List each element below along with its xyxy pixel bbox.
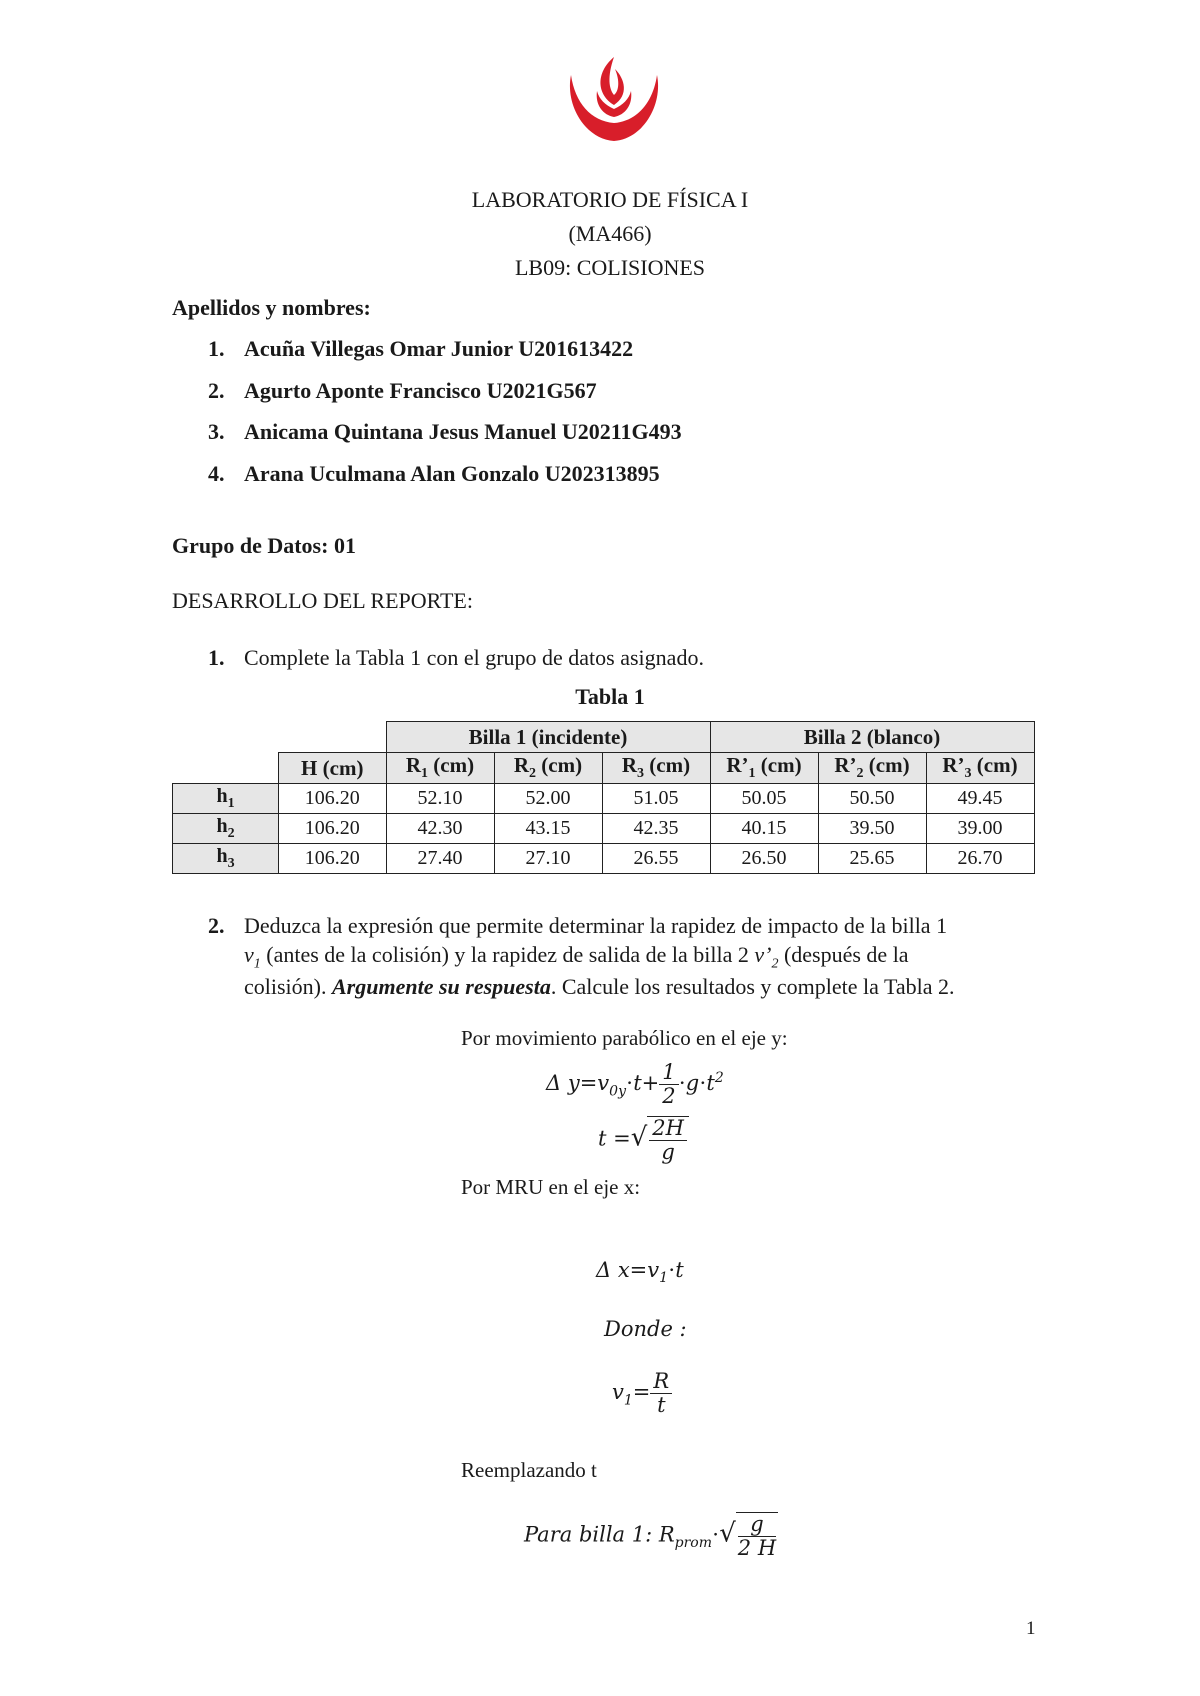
upc-logo <box>565 55 663 145</box>
data-table <box>172 721 1035 874</box>
author-item: 2. Agurto Aponte Francisco U2021G567 <box>208 378 597 403</box>
cell: 52.10 <box>386 784 494 814</box>
group-header-billa-1: Billa 1 (incidente) <box>386 722 710 753</box>
cell: 52.00 <box>494 784 602 814</box>
cell: 43.15 <box>494 814 602 844</box>
cell: 106.20 <box>279 784 387 814</box>
cell: 40.15 <box>710 814 818 844</box>
donde-text: Donde : <box>604 1317 687 1341</box>
cell: 39.00 <box>926 814 1034 844</box>
table-row <box>173 784 1035 814</box>
parabolic-text: Por movimiento parabólico en el eje y: <box>461 1026 788 1050</box>
document-title: LABORATORIO DE FÍSICA I <box>471 187 749 212</box>
table-row <box>173 814 1035 844</box>
col-header-rp1: $R’_1$ (cm) <box>710 753 818 784</box>
cell: 51.05 <box>602 784 710 814</box>
equation-time: t =√ $\frac{2H}{g}$ <box>598 1116 689 1164</box>
table-row <box>173 844 1035 874</box>
table-caption: Tabla 1 <box>575 684 645 709</box>
question-2: 2. Deduzca la expresión que permite determinar la rapidez de impacto de la billa 1 $v_1$ (antes de la colisión) y la rapidez de salida de la billa 2 $v’_2$ (después de la colisión). Argumente su respuesta. Calcule los resultados y complete la Tabla 2. <box>208 913 955 1000</box>
cell: 27.10 <box>494 844 602 874</box>
cell: 26.55 <box>602 844 710 874</box>
lab-title: LB09: COLISIONES <box>514 255 706 280</box>
col-header-r1: $R_1$ (cm) <box>386 753 494 784</box>
col-header-rp2: $R’_2$ (cm) <box>818 753 926 784</box>
cell: 50.05 <box>710 784 818 814</box>
equation-displacement-x: Δ $x=v_1\cdot t$ <box>596 1258 684 1287</box>
row-label-h2: $h_2$ <box>173 814 279 844</box>
page-number: 1 <box>1026 1618 1036 1639</box>
replacing-text: Reemplazando t <box>461 1458 597 1482</box>
cell: 106.20 <box>279 814 387 844</box>
cell: 50.50 <box>818 784 926 814</box>
row-label-h1: $h_1$ <box>173 784 279 814</box>
cell: 27.40 <box>386 844 494 874</box>
cell: 49.45 <box>926 784 1034 814</box>
cell: 25.65 <box>818 844 926 874</box>
col-header-r3: $R_3$ (cm) <box>602 753 710 784</box>
cell: 106.20 <box>279 844 387 874</box>
equation-velocity: $v_1=$ $\frac{R}{t}$ <box>612 1370 672 1417</box>
section-heading: DESARROLLO DEL REPORTE: <box>172 588 473 613</box>
equation-displacement-y: Δ $y=v_{0y}\cdot t+$ $\frac{1}{2}$ $\cdot g\cdot t^2$ <box>546 1060 724 1109</box>
cell: 26.50 <box>710 844 818 874</box>
author-item: 4. Arana Uculmana Alan Gonzalo U202313895 <box>208 461 660 486</box>
cell: 42.35 <box>602 814 710 844</box>
equation-billa-1: Para billa 1: $R_{prom}\cdot√$ $\frac{g}{2 H}$ <box>524 1512 777 1561</box>
author-item: 1. Acuña Villegas Omar Junior U201613422 <box>208 336 634 361</box>
col-header-rp3: $R’_3$ (cm) <box>926 753 1034 784</box>
author-item: 3. Anicama Quintana Jesus Manuel U20211G493 <box>208 419 682 444</box>
col-header-h: H (cm) <box>279 753 387 784</box>
group-header-billa-2: Billa 2 (blanco) <box>710 722 1034 753</box>
row-label-h3: $h_3$ <box>173 844 279 874</box>
cell: 39.50 <box>818 814 926 844</box>
cell: 26.70 <box>926 844 1034 874</box>
course-code: (MA466) <box>568 221 652 246</box>
col-header-r2: $R_2$ (cm) <box>494 753 602 784</box>
question-1: 1. Complete la Tabla 1 con el grupo de datos asignado. <box>208 645 704 670</box>
mru-text: Por MRU en el eje x: <box>461 1175 641 1199</box>
authors-label: Apellidos y nombres: <box>172 295 371 320</box>
cell: 42.30 <box>386 814 494 844</box>
data-group: Grupo de Datos: 01 <box>172 533 356 558</box>
